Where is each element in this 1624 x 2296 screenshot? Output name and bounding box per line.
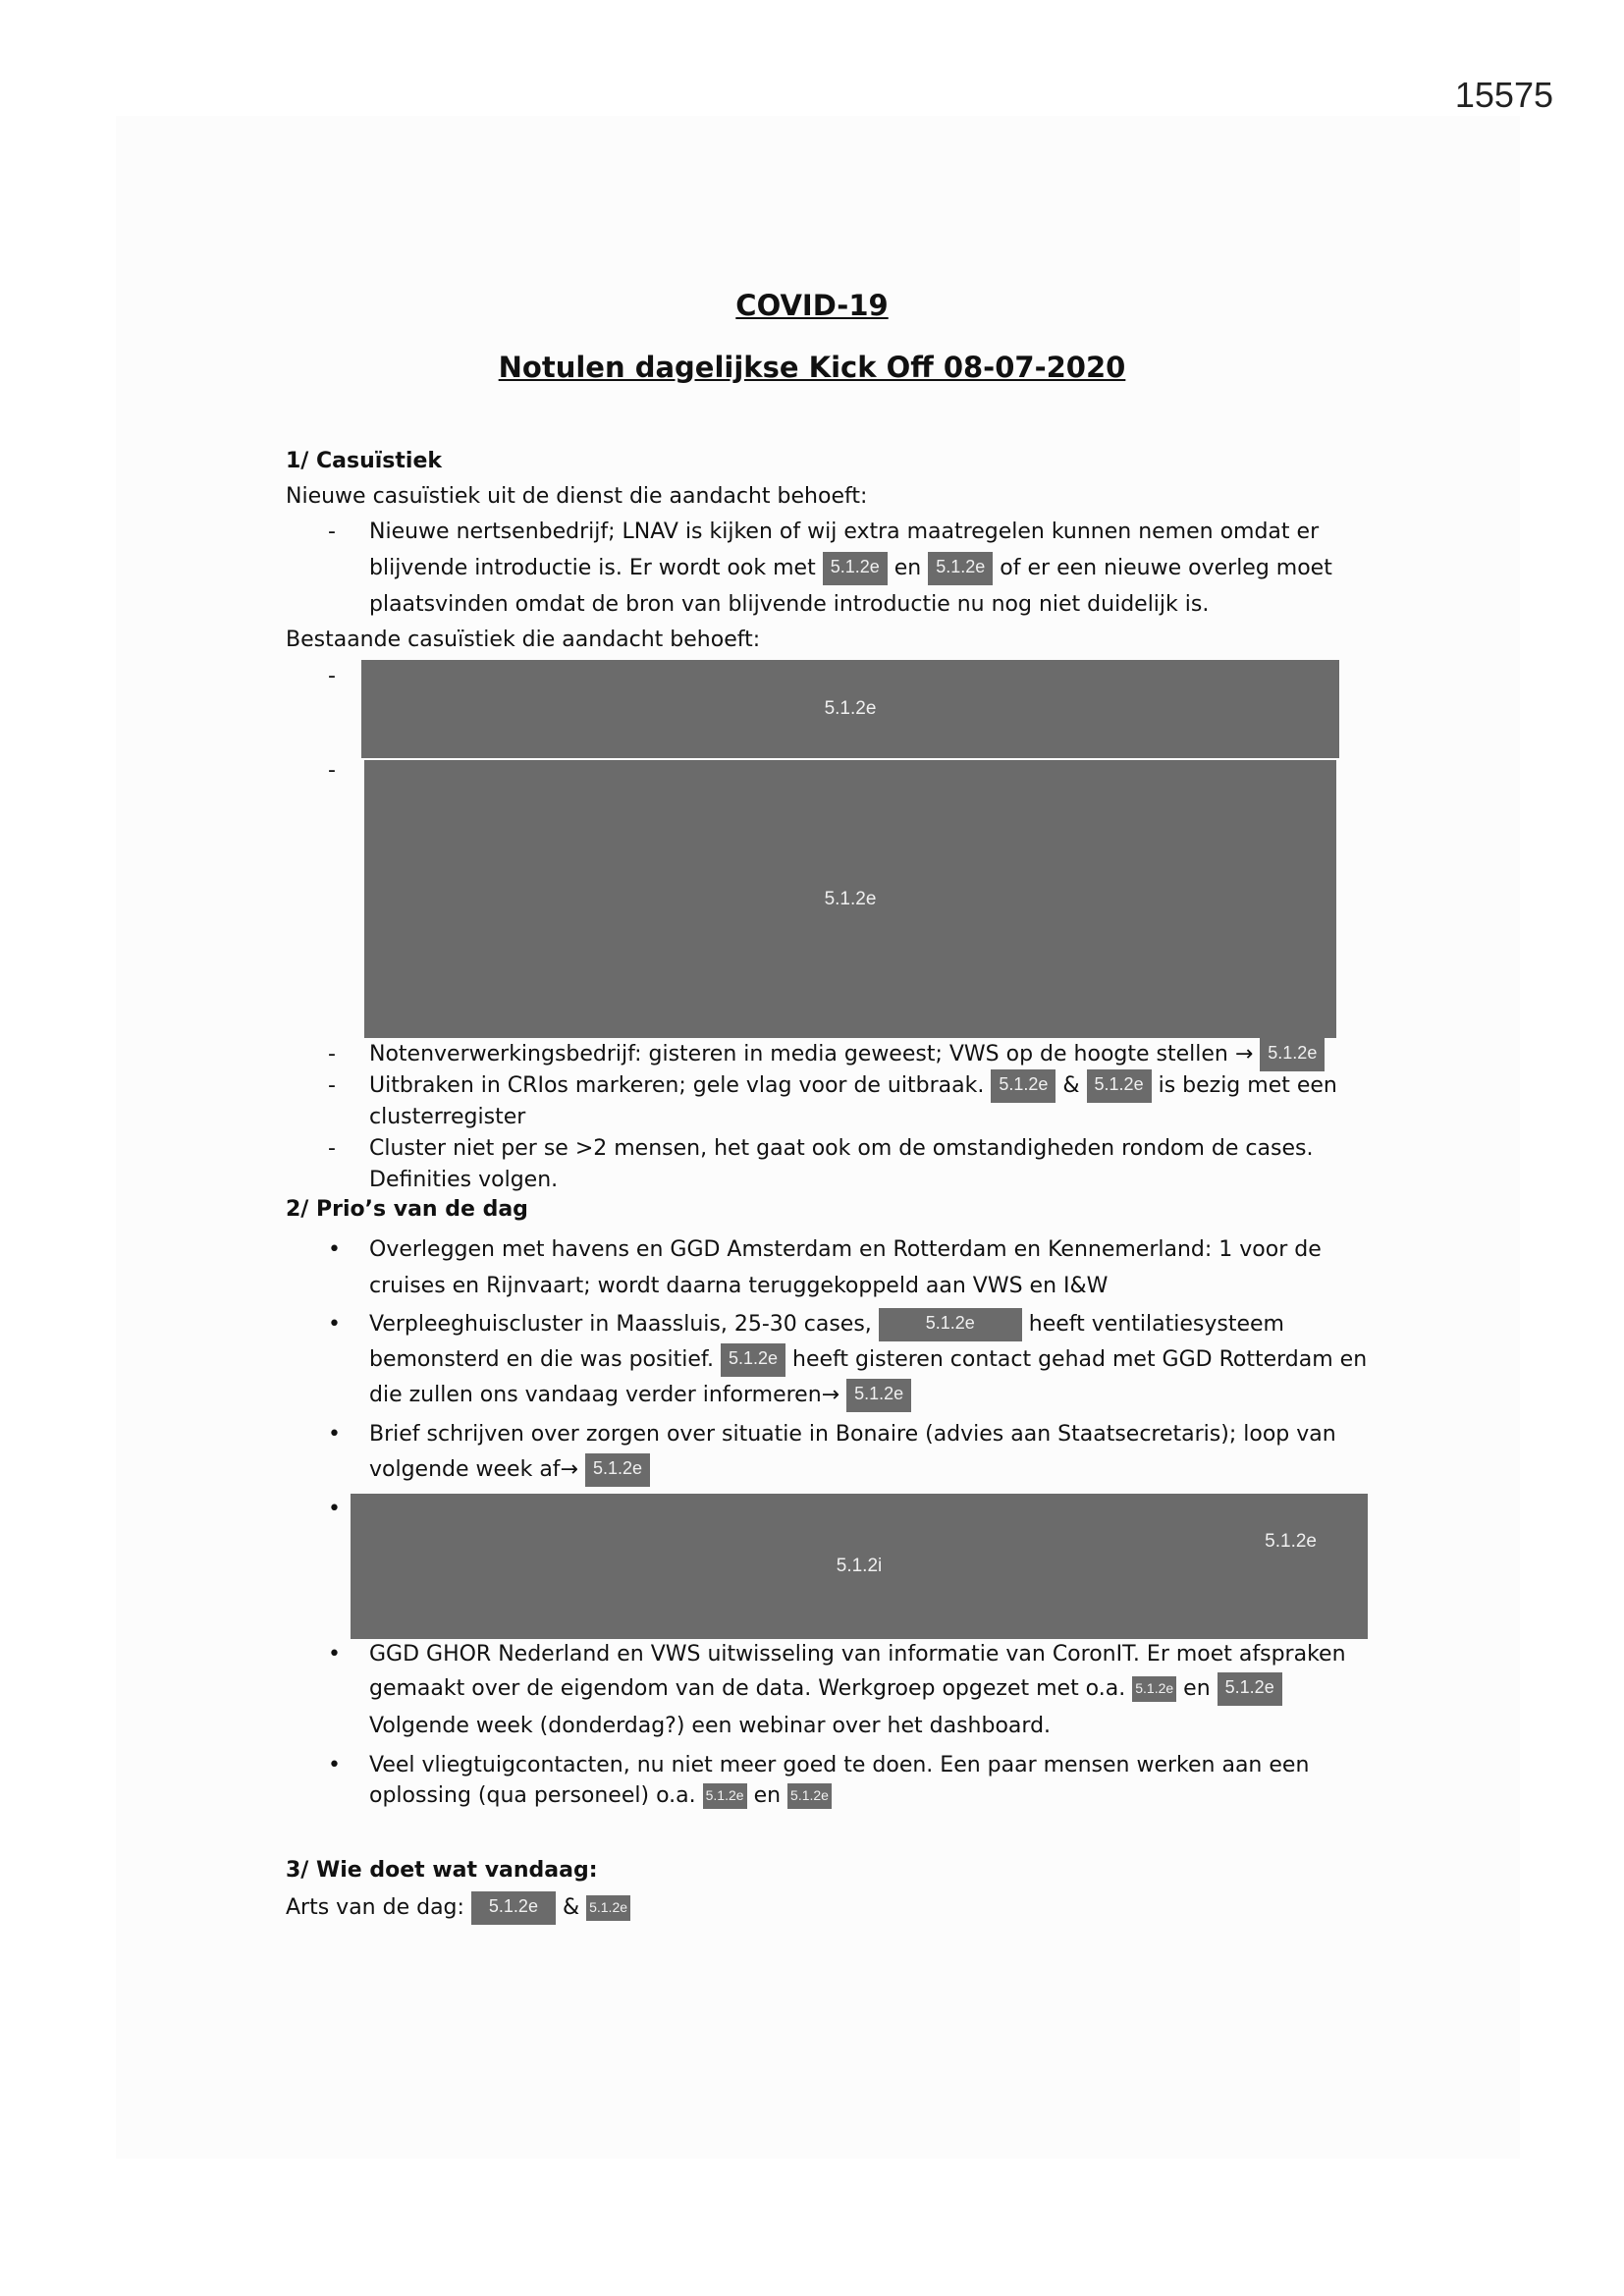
prio2-line1 [369, 1308, 1284, 1341]
redaction-code-e: 5.1.2e [1265, 1531, 1317, 1552]
item5-text-b: & [1062, 1073, 1080, 1098]
prio5-text-b: en [1183, 1676, 1211, 1701]
prio2-text-a: Verpleeghuiscluster in Maassluis, 25-30 cases, [369, 1312, 872, 1337]
item1-text-c: of er een nieuwe overleg moet [1000, 556, 1332, 580]
redaction-block: 5.1.2e [361, 660, 1339, 758]
prio2-line3 [369, 1379, 911, 1412]
item1-line1: Nieuwe nertsenbedrijf; LNAV is kijken of wij extra maatregelen kunnen nemen omdat er [369, 519, 1320, 544]
redaction-block [351, 1494, 1368, 1639]
prio2-text-e: die zullen ons vandaag verder informeren→ [369, 1383, 840, 1407]
redaction-block: 5.1.2e [364, 760, 1336, 1038]
prio5-line3: Volgende week (donderdag?) een webinar over het dashboard. [369, 1714, 1052, 1738]
document-number: 15575 [1454, 75, 1553, 115]
item1-text-a: blijvende introductie is. Er wordt ook met [369, 556, 816, 580]
redaction-box: 5.1.2e [721, 1343, 785, 1377]
item5-line2: clusterregister [369, 1105, 526, 1129]
prio6-text-b: en [753, 1783, 782, 1808]
redaction-box: 5.1.2e [928, 552, 993, 585]
redaction-box: 5.1.2e [1260, 1038, 1325, 1071]
list-bullet: - [328, 664, 336, 688]
prio3-line1: Brief schrijven over zorgen over situatie in Bonaire (advies aan Staatsecretaris); loop van [369, 1422, 1336, 1447]
redaction-box: 5.1.2e [1087, 1069, 1152, 1103]
redaction-box: 5.1.2e [703, 1783, 747, 1809]
prio1-line2: cruises en Rijnvaart; wordt daarna teruggekoppeld aan VWS en I&W [369, 1274, 1109, 1298]
prio2-line2 [369, 1343, 1367, 1377]
item1-line2 [369, 552, 1332, 585]
item4-text: Notenverwerkingsbedrijf: gisteren in media geweest; VWS op de hoogte stellen → [369, 1042, 1254, 1066]
list-bullet: - [328, 1073, 336, 1098]
item5-line1 [369, 1069, 1337, 1103]
section-3-heading: 3/ Wie doet wat vandaag: [286, 1858, 598, 1883]
item6-line2: Definities volgen. [369, 1168, 559, 1192]
redaction-box: 5.1.2e [991, 1069, 1056, 1103]
redaction-box: 5.1.2e [586, 1895, 630, 1921]
document-subtitle: Notulen dagelijkse Kick Off 08-07-2020 [498, 351, 1126, 384]
redaction-box: 5.1.2e [787, 1783, 832, 1809]
arts-amp: & [562, 1895, 580, 1920]
prio2-text-d: heeft gisteren contact gehad met GGD Rotterdam en [792, 1347, 1368, 1372]
prio6-line2 [369, 1783, 832, 1809]
redaction-box: 5.1.2e [471, 1891, 556, 1925]
prio3-text: volgende week af→ [369, 1457, 578, 1482]
list-bullet: - [328, 1042, 336, 1066]
list-bullet: • [328, 1237, 341, 1262]
list-bullet: • [328, 1497, 341, 1521]
item1-line3: plaatsvinden omdat de bron van blijvende introductie nu nog niet duidelijk is. [369, 592, 1210, 617]
redaction-box: 5.1.2e [879, 1308, 1022, 1341]
list-bullet: • [328, 1312, 341, 1337]
prio2-text-c: bemonsterd en die was positief. [369, 1347, 714, 1372]
existing-casuistry-intro: Bestaande casuïstiek die aandacht behoeft: [286, 628, 761, 652]
prio5-text-a: gemaakt over de eigendom van de data. Werkgroep opgezet met o.a. [369, 1676, 1126, 1701]
item4-line [369, 1038, 1325, 1071]
redaction-box: 5.1.2e [1132, 1676, 1176, 1702]
list-bullet: - [328, 1136, 336, 1161]
redaction-box: 5.1.2e [846, 1379, 911, 1412]
item6-line1: Cluster niet per se >2 mensen, het gaat ook om de omstandigheden rondom de cases. [369, 1136, 1314, 1161]
prio2-text-b: heeft ventilatiesysteem [1028, 1312, 1284, 1337]
prio6-line1: Veel vliegtuigcontacten, nu niet meer goed te doen. Een paar mensen werken aan een [369, 1753, 1310, 1777]
list-bullet: • [328, 1642, 341, 1667]
prio5-line1: GGD GHOR Nederland en VWS uitwisseling van informatie van CoronIT. Er moet afspraken [369, 1642, 1346, 1667]
prio6-text-a: oplossing (qua personeel) o.a. [369, 1783, 696, 1808]
section-1-heading: 1/ Casuïstiek [286, 449, 442, 473]
list-bullet: • [328, 1753, 341, 1777]
list-bullet: - [328, 758, 336, 783]
prio5-line2 [369, 1672, 1282, 1706]
prio1-line1: Overleggen met havens en GGD Amsterdam en Rotterdam en Kennemerland: 1 voor de [369, 1237, 1322, 1262]
section-2-heading: 2/ Prio’s van de dag [286, 1197, 528, 1222]
list-bullet: • [328, 1422, 341, 1447]
redaction-box: 5.1.2e [823, 552, 888, 585]
item1-text-b: en [893, 556, 922, 580]
redaction-code-i: 5.1.2i [836, 1556, 883, 1576]
redaction-box: 5.1.2e [585, 1453, 650, 1487]
arts-label: Arts van de dag: [286, 1895, 464, 1920]
arts-van-de-dag-line [286, 1891, 630, 1925]
new-casuistry-intro: Nieuwe casuïstiek uit de dienst die aandacht behoeft: [286, 484, 868, 509]
item5-text-c: is bezig met een [1158, 1073, 1337, 1098]
prio3-line2 [369, 1453, 650, 1487]
document-title: COVID-19 [735, 289, 889, 322]
list-bullet: - [328, 519, 336, 544]
redaction-box: 5.1.2e [1218, 1672, 1282, 1706]
item5-text-a: Uitbraken in CRIos markeren; gele vlag voor de uitbraak. [369, 1073, 985, 1098]
